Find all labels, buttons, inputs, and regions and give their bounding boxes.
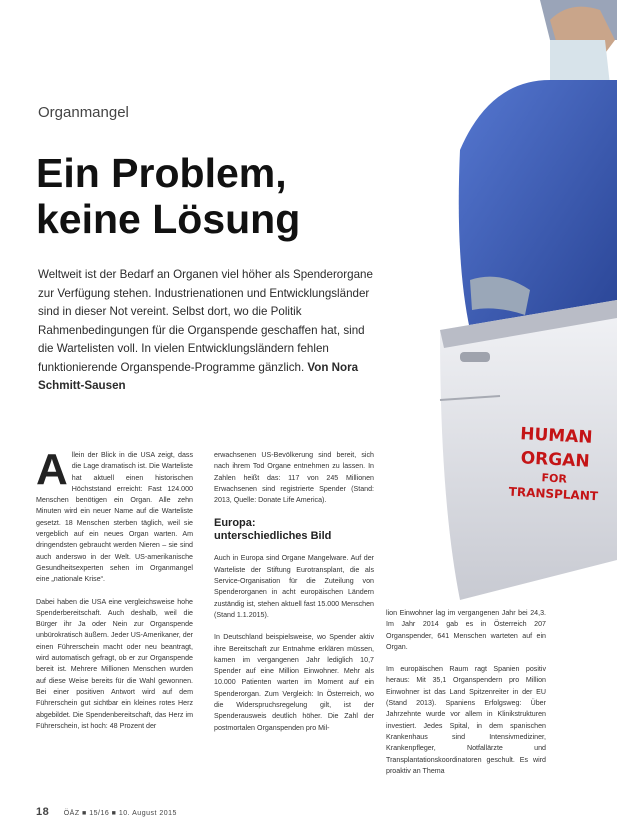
box-handle <box>460 352 490 362</box>
body-paragraph: Auch in Europa sind Organe Mangelware. Auf der Warteliste der Stiftung Eurotransplant, die als Service-Organisation für die Zuteilung von Spenderorganen in acht europäischen Ländern zuständig ist, stehen aktuell fast 15.000 Menschen (Stand 1.1.2015). <box>214 554 374 619</box>
subheading <box>214 517 374 543</box>
lead-paragraph <box>38 266 378 396</box>
headline-line-2: keine Lösung <box>36 196 301 242</box>
body-column-3 <box>386 608 546 788</box>
headline-line-1: Ein Problem, <box>36 150 287 196</box>
page-footer <box>36 806 177 818</box>
body-column-2 <box>214 450 374 745</box>
box-label-line: HUMAN <box>519 424 594 448</box>
paragraph-text: llein der Blick in die USA zeigt, dass die Lage dramatisch ist. Die Warteliste hat aktuell einen historischen Höchststand erreicht: Fast 124.000 Menschen benötigen ein Organ. Alle zehn Minuten wird ein neuer Name auf die Warteliste gesetzt. 18 Menschen sterben täglich, weil sie vergeblich auf ein neues Organ warten. Am dringendsten gebraucht werden Nieren – sie sind auch anderswo in der Welt. US-amerikanische Gesundheitsexperten sehen im Organmangel eine „nationale Krise“. <box>36 451 193 584</box>
lead-text: Weltweit ist der Bedarf an Organen viel höher als Spenderorgane zur Verfügung stehen. Industrienationen und Entwicklungsländer sind in dieser Not vereint. Selbst dort, wo die Politik Rahmenbedingungen für die Organspende geschaffen hat, sind die Wartelisten voll. In vielen Entwicklungsländern fehlen funktionierende Organspende-Programme gänzlich. <box>38 268 373 374</box>
box-label-line: ORGAN <box>520 448 591 472</box>
issue-info: ÖÄZ ■ 15/16 ■ 10. August 2015 <box>63 810 177 817</box>
surgical-mask <box>550 40 610 85</box>
doctor-with-organ-box-photo <box>400 0 617 600</box>
box-label <box>498 421 612 505</box>
page-number: 18 <box>36 806 50 818</box>
body-paragraph <box>36 445 193 586</box>
body-column-1 <box>36 445 193 743</box>
drop-cap: A <box>36 445 68 494</box>
box-label-line: TRANSPLANT <box>508 484 599 504</box>
box-label-line: FOR <box>541 471 568 486</box>
byline: Von Nora Schmitt-Sausen <box>38 360 359 392</box>
kicker: Organmangel <box>38 104 129 121</box>
body-paragraph: erwachsenen US-Bevölkerung sind bereit, sich nach ihrem Tod Organe entnehmen zu lassen. In Zahlen heißt das: 117 von 245 Millionen Erwachsenen sind registrierte Spender (Stand: 2013, Quelle: Donate Life America). <box>214 451 374 505</box>
body-paragraph: Dabei haben die USA eine vergleichsweise hohe Spenderbereitschaft. Auch deshalb, weil die Bürger ihr Ja oder Nein zur Organspende unbürokratisch äußern. Jeder US-Amerikaner, der einen Führerschein macht oder neu beantragt, wird automatisch gefragt, ob er zur Organspende bereit ist. Mehrere Millionen Menschen wurden auf diese Weise bereits für die Wahl gewonnen. Bei einer positiven Antwort wird auf dem Führerschein gut sichtbar ein kleines rotes Herz abgebildet. Die Spendenbereitschaft, das Herz im Führerschein, ist hoch: 48 Prozent der <box>36 597 193 730</box>
body-paragraph: Im europäischen Raum ragt Spanien positiv heraus: Mit 35,1 Organspendern pro Million Einwohner ist das Land Spitzenreiter in der EU (Stand 2013). Spaniens Erfolgsweg: Über Jahrzehnte wurde vor allem in Klinikstrukturen investiert. Jedes Spital, in dem spanischen Krankenhaus sind Intensivmediziner, Krankenpfleger, Notfallärzte und Transplantationskoordinatoren geschult. Es wird proaktiv an Thema <box>386 665 546 775</box>
body-paragraph: lion Einwohner lag im vergangenen Jahr bei 24,3. Im Jahr 2014 gab es in Österreich 207 Organspender, 641 Menschen warteten auf ein Organ. <box>386 609 546 651</box>
subheading-line-1: Europa: <box>214 517 256 530</box>
headline <box>36 150 396 242</box>
subheading-line-2: unterschiedliches Bild <box>214 530 332 543</box>
body-paragraph: In Deutschland beispielsweise, wo Spender aktiv ihre Bereitschaft zur Entnahme erklären müssen, kamen im vergangenen Jahr lediglich 10,7 Spender auf eine Million Einwohner. Mehr als 10.000 Patienten warten im Moment auf ein Spenderorgan. Zum Vergleich: In Österreich, wo die Widerspruchsregelung gilt, ist der Spenderausweis deutlich höher. Die Zahl der postmortalen Organspenden pro Mil- <box>214 633 374 732</box>
